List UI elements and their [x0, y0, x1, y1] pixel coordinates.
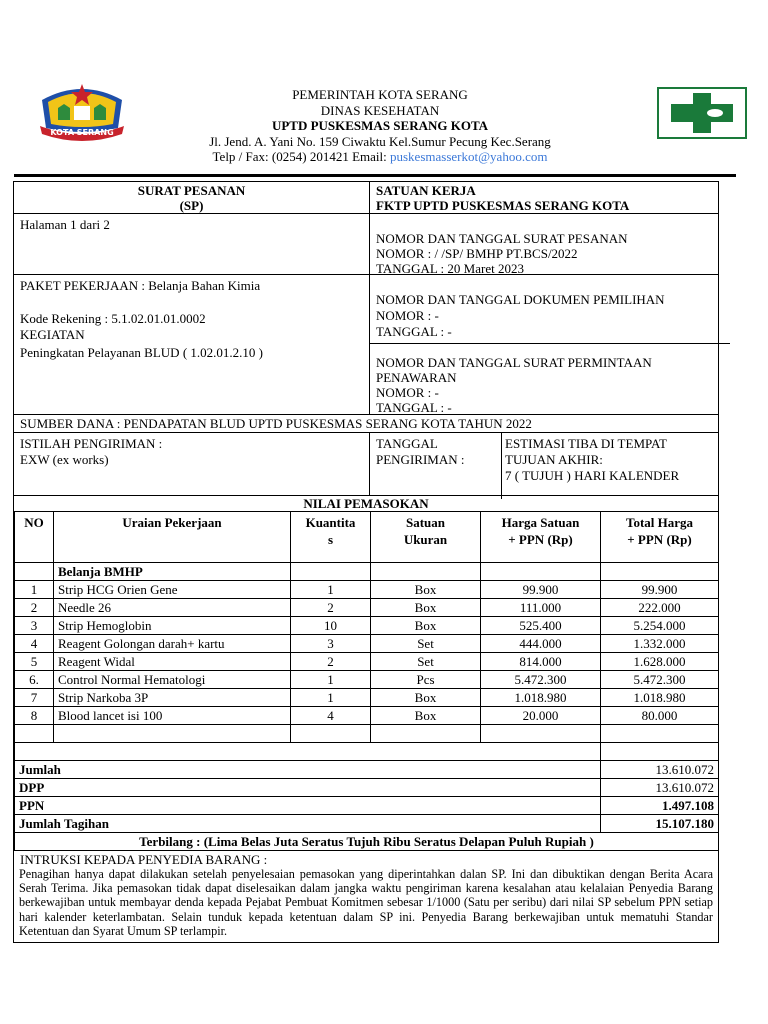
pengiriman-row — [14, 433, 718, 496]
row-price: 814.000 — [481, 653, 601, 671]
total-label: Jumlah — [15, 761, 601, 779]
kegiatan-label: KEGIATAN — [20, 327, 85, 342]
table-row — [15, 689, 719, 707]
row-no: 2 — [15, 599, 54, 617]
row-price: 111.000 — [481, 599, 601, 617]
tanggal-pengiriman-2: PENGIRIMAN : — [376, 452, 465, 467]
row-uraian: Needle 26 — [54, 599, 291, 617]
row-qty: 3 — [291, 635, 371, 653]
pengiriman-divider — [501, 433, 502, 499]
row-price: 444.000 — [481, 635, 601, 653]
empty-cell — [291, 725, 371, 743]
kegiatan-value: Peningkatan Pelayanan BLUD ( 1.02.01.2.10 ) — [20, 345, 263, 360]
inner-divider — [370, 343, 730, 344]
nomor-sp: NOMOR : / /SP/ BMHP PT.BCS/2022 — [376, 246, 578, 261]
header-line-department: DINAS KESEHATAN — [320, 102, 440, 118]
paket-cell — [14, 275, 370, 414]
table-row — [15, 671, 719, 689]
penawaran-label-1: NOMOR DAN TANGGAL SURAT PERMINTAAN — [376, 355, 652, 370]
row-qty: 1 — [291, 671, 371, 689]
halaman-row — [14, 214, 718, 275]
spacer-cell — [15, 743, 601, 761]
table-row — [15, 707, 719, 725]
spacer-row — [15, 743, 719, 761]
row-unit: Set — [371, 635, 481, 653]
nomor-tanggal-sp-label: NOMOR DAN TANGGAL SURAT PESANAN — [376, 231, 628, 246]
row-total: 1.332.000 — [601, 635, 719, 653]
estimasi-2: TUJUAN AKHIR: — [505, 452, 603, 467]
satuan-kerja-label: SATUAN KERJA — [376, 183, 476, 198]
total-label: DPP — [15, 779, 601, 797]
sumber-dana: SUMBER DANA : PENDAPATAN BLUD UPTD PUSKESMAS SERANG KOTA TAHUN 2022 — [20, 416, 532, 431]
row-price: 5.472.300 — [481, 671, 601, 689]
row-unit: Box — [371, 581, 481, 599]
row-unit: Box — [371, 707, 481, 725]
table-row — [15, 653, 719, 671]
istilah-pengiriman: ISTILAH PENGIRIMAN : — [20, 436, 163, 451]
row-no: 6. — [15, 671, 54, 689]
item-rows — [15, 581, 719, 725]
row-qty: 4 — [291, 707, 371, 725]
email-link[interactable]: puskesmasserkot@yahoo.com — [389, 149, 548, 164]
row-uraian: Strip Narkoba 3P — [54, 689, 291, 707]
tanggal-sp: TANGGAL : 20 Maret 2023 — [376, 261, 524, 276]
row-no: 3 — [15, 617, 54, 635]
tanggal-pengiriman-1: TANGGAL — [376, 436, 438, 451]
row-total: 5.472.300 — [601, 671, 719, 689]
row-qty: 10 — [291, 617, 371, 635]
table-header-row — [15, 512, 719, 563]
col-uraian: Uraian Pekerjaan — [54, 512, 291, 563]
row-uraian: Control Normal Hematologi — [54, 671, 291, 689]
page-indicator: Halaman 1 dari 2 — [20, 217, 110, 232]
col-no: NO — [15, 512, 54, 563]
penawaran-label-2: PENAWARAN — [376, 370, 457, 385]
sp-title: SURAT PESANAN — [137, 183, 246, 198]
instruksi-title: INTRUKSI KEPADA PENYEDIA BARANG : — [20, 852, 268, 867]
row-total: 5.254.000 — [601, 617, 719, 635]
row-total: 99.900 — [601, 581, 719, 599]
header-address: Jl. Jend. A. Yani No. 159 Ciwaktu Kel.Sumur Pecung Kec.Serang — [209, 133, 551, 149]
total-rows — [15, 761, 719, 833]
items-table — [14, 511, 719, 851]
row-uraian: Strip Hemoglobin — [54, 617, 291, 635]
empty-cell — [481, 725, 601, 743]
total-row — [15, 779, 719, 797]
terbilang-row — [15, 833, 719, 851]
kota-serang-logo — [34, 72, 130, 142]
group-price-cell — [481, 563, 601, 581]
paket-pekerjaan: PAKET PEKERJAAN : Belanja Bahan Kimia — [20, 278, 261, 293]
col-kuantitas: Kuantita s — [291, 512, 371, 563]
row-no: 8 — [15, 707, 54, 725]
empty-cell — [54, 725, 291, 743]
row-uraian: Strip HCG Orien Gene — [54, 581, 291, 599]
header-line-unit: UPTD PUSKESMAS SERANG KOTA — [271, 118, 489, 133]
estimasi-1: ESTIMASI TIBA DI TEMPAT — [505, 436, 667, 451]
row-qty: 2 — [291, 653, 371, 671]
surat-pesanan-form — [13, 181, 719, 943]
group-row — [15, 563, 719, 581]
terbilang: Terbilang : (Lima Belas Juta Seratus Tujuh Ribu Seratus Delapan Puluh Rupiah ) — [15, 833, 719, 851]
estimasi-3: 7 ( TUJUH ) HARI KALENDER — [505, 468, 680, 483]
letterhead — [0, 0, 768, 175]
row-total: 1.628.000 — [601, 653, 719, 671]
paket-row — [14, 275, 718, 415]
row-unit: Box — [371, 689, 481, 707]
total-value: 13.610.072 — [601, 779, 719, 797]
row-uraian: Reagent Widal — [54, 653, 291, 671]
table-row — [15, 617, 719, 635]
row-qty: 1 — [291, 581, 371, 599]
table-row — [15, 599, 719, 617]
row-price: 525.400 — [481, 617, 601, 635]
fktp-name: FKTP UPTD PUSKESMAS SERANG KOTA — [376, 198, 630, 213]
instruksi-body: Penagihan hanya dapat dilakukan setelah penyelesaian pemasokan yang diperintahkan dalan SP. Ini dan dibuktikan dengan Berita Acara Serah Terima. Jika pemasokan tidak dapat diselesaikan dalam jangka waktu pengiriman karena kesalahan atau kelalaian Penyedia Barang berkewajiban untuk membayar denda kepada Pejabat Pembuat Komitmen sebesar 1/1000 (Satu per seribu) dari nilai SP sebelum PPN setiap hari kalender keterlambatan. Selain tunduk kepada ketentuan dalam SP ini. Penyedia Barang berkewajiban untuk mematuhi Standar Ketentuan dan Syarat Umum SP terlampir. — [19, 867, 713, 938]
row-unit: Pcs — [371, 671, 481, 689]
total-value: 13.610.072 — [601, 761, 719, 779]
penawaran-nomor: NOMOR : - — [376, 385, 439, 400]
dok-pemilihan-label: NOMOR DAN TANGGAL DOKUMEN PEMILIHAN — [376, 292, 665, 307]
empty-cell — [371, 725, 481, 743]
header-line-government: PEMERINTAH KOTA SERANG — [292, 87, 468, 102]
total-label: Jumlah Tagihan — [15, 815, 601, 833]
row-total: 1.018.980 — [601, 689, 719, 707]
spacer-cell — [601, 743, 719, 761]
nilai-pemasokan-row — [14, 496, 718, 511]
group-total-cell — [601, 563, 719, 581]
total-value: 15.107.180 — [601, 815, 719, 833]
row-unit: Box — [371, 599, 481, 617]
row-qty: 2 — [291, 599, 371, 617]
nilai-pemasokan-title: NILAI PEMASOKAN — [303, 496, 429, 511]
svg-text:KOTA SERANG: KOTA SERANG — [50, 128, 114, 137]
table-row — [15, 581, 719, 599]
kode-rekening: Kode Rekening : 5.1.02.01.01.0002 — [20, 311, 206, 326]
sp-subtitle: (SP) — [179, 198, 204, 213]
header-text — [150, 87, 610, 165]
table-row — [15, 635, 719, 653]
row-no: 4 — [15, 635, 54, 653]
penawaran-tanggal: TANGGAL : - — [376, 400, 452, 415]
empty-row — [15, 725, 719, 743]
row-no: 5 — [15, 653, 54, 671]
group-unit-cell — [371, 563, 481, 581]
row-price: 1.018.980 — [481, 689, 601, 707]
row-unit: Set — [371, 653, 481, 671]
col-total-harga: Total Harga + PPN (Rp) — [601, 512, 719, 563]
header-contact — [150, 149, 610, 165]
col-satuan: Satuan Ukuran — [371, 512, 481, 563]
exw-value: EXW (ex works) — [20, 452, 109, 467]
dok-nomor: NOMOR : - — [376, 308, 439, 323]
row-unit: Box — [371, 617, 481, 635]
group-no-cell — [15, 563, 54, 581]
row-price: 99.900 — [481, 581, 601, 599]
group-label: Belanja BMHP — [54, 563, 291, 581]
header-divider — [14, 174, 736, 177]
row-qty: 1 — [291, 689, 371, 707]
puskesmas-logo — [657, 87, 747, 139]
row-no: 1 — [15, 581, 54, 599]
group-qty-cell — [291, 563, 371, 581]
title-row — [14, 182, 718, 214]
sumber-dana-row — [14, 415, 718, 433]
total-row — [15, 761, 719, 779]
total-row — [15, 797, 719, 815]
col-harga-satuan: Harga Satuan + PPN (Rp) — [481, 512, 601, 563]
sp-title-cell — [14, 182, 370, 213]
instruksi-section — [14, 851, 718, 942]
empty-cell — [601, 725, 719, 743]
empty-cell — [15, 725, 54, 743]
halaman-cell — [14, 214, 370, 274]
row-total: 80.000 — [601, 707, 719, 725]
row-no: 7 — [15, 689, 54, 707]
istilah-cell — [14, 433, 370, 495]
total-label: PPN — [15, 797, 601, 815]
row-uraian: Reagent Golongan darah+ kartu — [54, 635, 291, 653]
row-price: 20.000 — [481, 707, 601, 725]
total-value: 1.497.108 — [601, 797, 719, 815]
dok-tanggal: TANGGAL : - — [376, 324, 452, 339]
row-total: 222.000 — [601, 599, 719, 617]
row-uraian: Blood lancet isi 100 — [54, 707, 291, 725]
header-contact-phone: Telp / Fax: (0254) 201421 Email: — [212, 149, 390, 164]
total-row — [15, 815, 719, 833]
